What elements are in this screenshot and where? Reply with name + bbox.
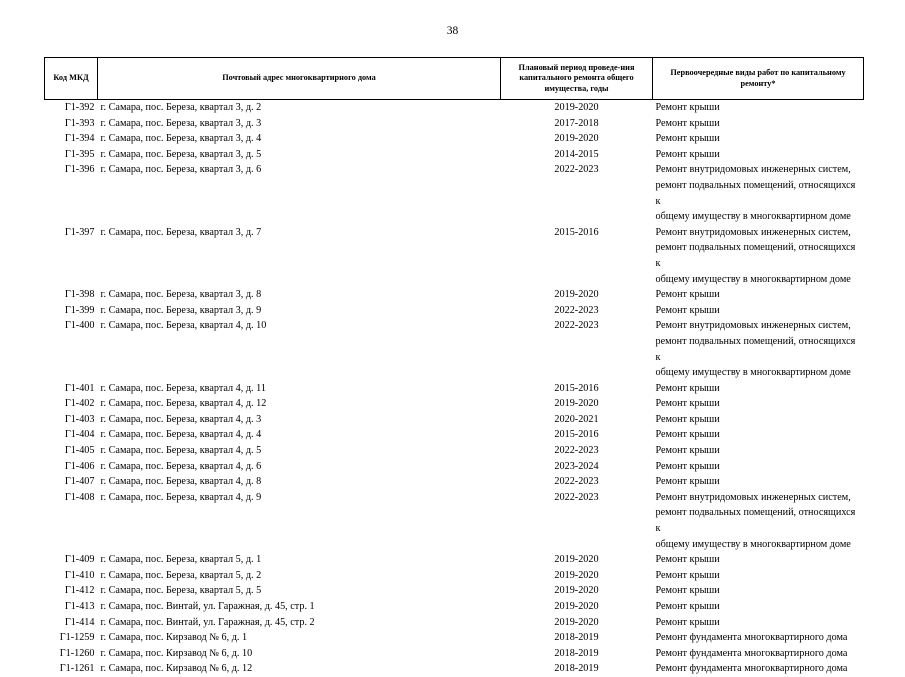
cell-address: г. Самара, пос. Береза, квартал 5, д. 1 [100,554,262,566]
cell-works [653,162,864,224]
table-row [45,661,864,677]
work-line: Ремонт крыши [655,398,720,410]
cell-address: г. Самара, пос. Береза, квартал 4, д. 11 [100,382,266,394]
cell-code: Г1-407 [64,476,95,488]
table-header [45,58,864,100]
cell-address: г. Самара, пос. Береза, квартал 4, д. 9 [100,491,262,503]
table-row [45,568,864,584]
table-row [45,100,864,116]
table-row [45,490,864,552]
table-row [45,583,864,599]
cell-works [653,552,864,568]
work-line: Ремонт крыши [655,133,720,145]
header-works: Первоочередные виды работ по капитальному ремонту* [653,58,864,100]
cell-works [653,303,864,319]
cell-works [653,318,864,380]
cell-code: Г1-1259 [59,632,95,644]
work-line: Ремонт внутридомовых инженерных систем, [655,320,851,332]
cell-code: Г1-413 [64,601,95,612]
table-body [45,100,864,677]
cell-code: Г1-395 [64,148,95,160]
work-line: Ремонт крыши [655,601,720,612]
cell-period: 2022-2023 [554,164,599,176]
work-line: общему имуществу в многоквартирном доме [655,211,851,223]
work-line: ремонт подвальных помещений, относящихся к [655,179,856,207]
cell-code: Г1-399 [64,304,95,316]
cell-works [653,131,864,147]
cell-address: г. Самара, пос. Береза, квартал 4, д. 5 [100,445,262,457]
header-address: Почтовый адрес многоквартирного дома [98,58,501,100]
cell-works [653,615,864,631]
cell-works [653,474,864,490]
work-line: Ремонт внутридомовых инженерных систем, [655,491,851,503]
work-line: Ремонт крыши [655,476,720,488]
table-row [45,303,864,319]
cell-works [653,116,864,132]
table-row [45,396,864,412]
cell-address: г. Самара, пос. Береза, квартал 3, д. 8 [100,289,262,301]
cell-address: г. Самара, пос. Береза, квартал 3, д. 5 [100,148,262,160]
cell-works [653,646,864,662]
work-line: ремонт подвальных помещений, относящихся к [655,335,856,363]
cell-period: 2019-2020 [554,133,599,145]
table-row [45,412,864,428]
work-line: Ремонт крыши [655,616,720,628]
cell-works [653,427,864,443]
cell-code: Г1-394 [64,133,95,145]
table-row [45,443,864,459]
work-line: Ремонт фундамента многоквартирного дома [655,663,848,675]
cell-period: 2019-2020 [554,601,599,612]
work-line: Ремонт внутридомовых инженерных систем, [655,226,851,238]
cell-address: г. Самара, пос. Береза, квартал 4, д. 4 [100,429,262,441]
work-line: Ремонт фундамента многоквартирного дома [655,647,848,659]
cell-address: г. Самара, пос. Береза, квартал 4, д. 8 [100,476,262,488]
cell-code: Г1-398 [64,289,95,301]
cell-period: 2019-2020 [554,585,599,597]
cell-address: г. Самара, пос. Винтай, ул. Гаражная, д. 45, стр. 2 [100,616,315,628]
table-row [45,599,864,615]
cell-works [653,412,864,428]
cell-period: 2015-2016 [554,382,599,394]
cell-code: Г1-396 [64,164,95,176]
table-row [45,116,864,132]
table-row [45,162,864,224]
work-line: Ремонт крыши [655,429,720,441]
cell-period: 2020-2021 [554,413,599,425]
cell-works [653,287,864,303]
cell-works [653,630,864,646]
cell-period: 2019-2020 [554,102,599,113]
cell-period: 2018-2019 [554,632,599,644]
cell-address: г. Самара, пос. Береза, квартал 4, д. 3 [100,413,262,425]
work-line: ремонт подвальных помещений, относящихся к [655,242,856,269]
cell-works [653,661,864,677]
cell-period: 2015-2016 [554,226,599,238]
cell-works [653,225,864,287]
cell-code: Г1-392 [64,102,95,113]
cell-code: Г1-405 [64,445,95,457]
cell-address: г. Самара, пос. Кирзавод № 6, д. 12 [100,663,253,675]
work-line: Ремонт крыши [655,148,720,160]
page-number: 38 [446,25,459,37]
cell-code: Г1-412 [64,585,95,597]
work-line: Ремонт крыши [655,117,720,129]
cell-works [653,490,864,552]
cell-period: 2018-2019 [554,647,599,659]
cell-works [653,147,864,163]
cell-period: 2022-2023 [554,476,599,488]
cell-address: г. Самара, пос. Кирзавод № 6, д. 1 [100,632,248,644]
table-row [45,630,864,646]
table-row [45,474,864,490]
cell-code: Г1-414 [64,616,95,628]
cell-code: Г1-404 [64,429,95,441]
work-line: Ремонт крыши [655,460,720,472]
cell-period: 2014-2015 [554,148,599,160]
cell-code: Г1-401 [64,382,95,394]
cell-period: 2015-2016 [554,429,599,441]
table-row [45,287,864,303]
table-row [45,147,864,163]
header-code: Код МКД [45,58,98,100]
cell-code: Г1-397 [64,226,95,238]
cell-code: Г1-393 [64,117,95,129]
cell-address: г. Самара, пос. Береза, квартал 3, д. 9 [100,304,262,316]
cell-works [653,396,864,412]
cell-code: Г1-403 [64,413,95,425]
table-row [45,427,864,443]
table-row [45,318,864,380]
cell-address: г. Самара, пос. Береза, квартал 4, д. 12 [100,398,267,410]
table-row [45,225,864,287]
capital-repair-table [44,57,864,677]
cell-address: г. Самара, пос. Береза, квартал 3, д. 3 [100,117,262,129]
cell-period: 2019-2020 [554,616,599,628]
header-period: Плановый период проведе-ния капитального ремонта общего имущества, годы [501,58,653,100]
cell-code: Г1-408 [64,491,95,503]
work-line: Ремонт крыши [655,585,720,597]
cell-period: 2019-2020 [554,554,599,566]
cell-period: 2018-2019 [554,663,599,675]
cell-address: г. Самара, пос. Береза, квартал 4, д. 6 [100,460,262,472]
work-line: Ремонт крыши [655,382,720,394]
cell-code: Г1-409 [64,554,95,566]
table-row [45,381,864,397]
cell-address: г. Самара, пос. Береза, квартал 5, д. 2 [100,569,262,581]
table-row [45,552,864,568]
cell-period: 2023-2024 [554,460,599,472]
cell-works [653,100,864,116]
table-row [45,646,864,662]
work-line: Ремонт крыши [655,304,720,316]
cell-works [653,568,864,584]
work-line: Ремонт крыши [655,413,720,425]
cell-code: Г1-406 [64,460,95,472]
cell-period: 2019-2020 [554,569,599,581]
cell-address: г. Самара, пос. Кирзавод № 6, д. 10 [100,647,253,659]
cell-period: 2022-2023 [554,445,599,457]
work-line: Ремонт крыши [655,289,720,301]
cell-works [653,443,864,459]
cell-code: Г1-1261 [59,663,95,675]
table-row [45,459,864,475]
cell-works [653,599,864,615]
cell-address: г. Самара, пос. Береза, квартал 3, д. 2 [100,102,262,113]
cell-address: г. Самара, пос. Береза, квартал 3, д. 6 [100,164,262,176]
work-line: Ремонт фундамента многоквартирного дома [655,632,848,644]
cell-works [653,459,864,475]
cell-address: г. Самара, пос. Береза, квартал 4, д. 10 [100,320,267,332]
work-line: Ремонт внутридомовых инженерных систем, [655,164,851,176]
work-line: Ремонт крыши [655,569,720,581]
cell-period: 2022-2023 [554,491,599,503]
cell-address: г. Самара, пос. Винтай, ул. Гаражная, д. 45, стр. 1 [100,601,315,612]
work-line: Ремонт крыши [655,445,720,457]
cell-code: Г1-1260 [59,647,95,659]
cell-works [653,583,864,599]
cell-period: 2022-2023 [554,320,599,332]
cell-address: г. Самара, пос. Береза, квартал 3, д. 7 [100,226,262,238]
cell-period: 2022-2023 [554,304,599,316]
work-line: общему имуществу в многоквартирном доме [655,538,851,550]
cell-period: 2017-2018 [554,117,599,129]
cell-period: 2019-2020 [554,398,599,410]
cell-address: г. Самара, пос. Береза, квартал 5, д. 5 [100,585,262,597]
work-line: Ремонт крыши [655,102,720,113]
work-line: общему имуществу в многоквартирном доме [655,273,851,285]
cell-address: г. Самара, пос. Береза, квартал 3, д. 4 [100,133,262,145]
work-line: ремонт подвальных помещений, относящихся к [655,507,856,535]
table-row [45,615,864,631]
cell-code: Г1-400 [64,320,95,332]
work-line: Ремонт крыши [655,554,720,566]
cell-code: Г1-402 [64,398,95,410]
work-line: общему имуществу в многоквартирном доме [655,367,851,379]
cell-works [653,381,864,397]
cell-code: Г1-410 [64,569,95,581]
table-row [45,131,864,147]
cell-period: 2019-2020 [554,289,599,301]
